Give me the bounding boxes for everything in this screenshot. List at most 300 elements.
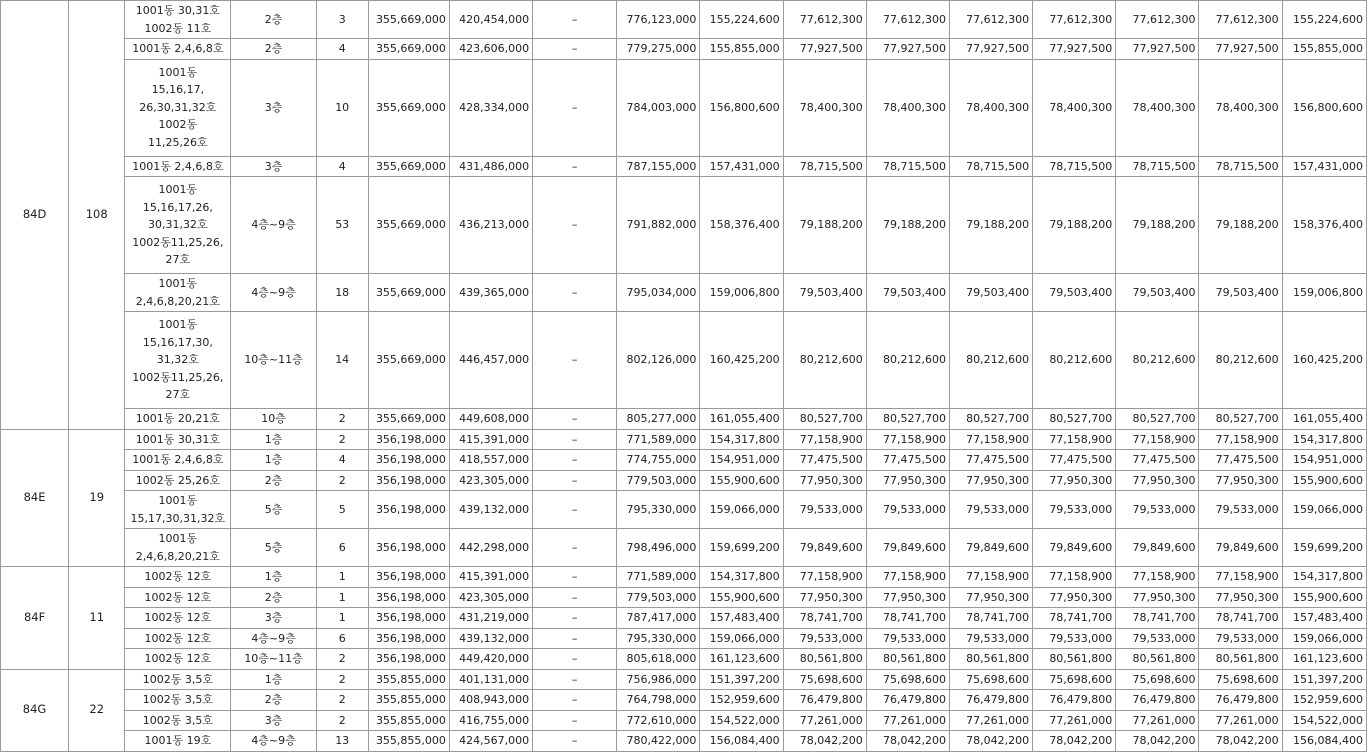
building-price-cell: 439,132,000 — [449, 491, 532, 529]
interim-payment-6-cell: 78,741,700 — [1199, 608, 1282, 629]
unit-count-cell: 2 — [316, 710, 368, 731]
building-price-cell: 449,420,000 — [449, 649, 532, 670]
land-price-cell: 355,855,000 — [368, 690, 449, 711]
floor-cell: 3층 — [231, 156, 316, 177]
balance-cell: 154,317,800 — [1282, 567, 1366, 588]
interim-payment-1-cell: 77,158,900 — [783, 429, 866, 450]
interim-payment-2-cell: 77,950,300 — [866, 587, 949, 608]
option-cell: – — [533, 177, 617, 274]
interim-payment-6-cell: 77,158,900 — [1199, 567, 1282, 588]
option-cell: – — [533, 731, 617, 752]
land-price-cell: 355,855,000 — [368, 710, 449, 731]
interim-payment-1-cell: 77,950,300 — [783, 587, 866, 608]
floor-cell: 3층 — [231, 710, 316, 731]
unit-location-line: 15,17,30,31,32호 — [130, 511, 226, 525]
unit-count-cell: 13 — [316, 731, 368, 752]
balance-cell: 152,959,600 — [1282, 690, 1366, 711]
unit-location-line: 1001동 30,31호 — [135, 432, 220, 446]
total-price-cell: 779,503,000 — [617, 470, 700, 491]
interim-payment-2-cell: 80,561,800 — [866, 649, 949, 670]
interim-payment-3-cell: 77,158,900 — [949, 567, 1032, 588]
interim-payment-3-cell: 79,533,000 — [949, 491, 1032, 529]
floor-cell: 10층~11층 — [231, 312, 316, 409]
total-price-cell: 772,610,000 — [617, 710, 700, 731]
interim-payment-5-cell: 79,533,000 — [1116, 491, 1199, 529]
total-price-cell: 774,755,000 — [617, 450, 700, 471]
building-price-cell: 423,305,000 — [449, 470, 532, 491]
unit-location-cell — [125, 450, 231, 471]
interim-payment-4-cell: 78,715,500 — [1033, 156, 1116, 177]
total-price-cell: 787,417,000 — [617, 608, 700, 629]
interim-payment-5-cell: 79,533,000 — [1116, 628, 1199, 649]
balance-cell: 155,855,000 — [1282, 39, 1366, 60]
interim-payment-1-cell: 78,042,200 — [783, 731, 866, 752]
option-cell: – — [533, 429, 617, 450]
unit-location-cell — [125, 177, 231, 274]
balance-cell: 159,066,000 — [1282, 628, 1366, 649]
deposit-cell: 154,317,800 — [700, 429, 783, 450]
land-price-cell: 355,669,000 — [368, 156, 449, 177]
deposit-cell: 155,900,600 — [700, 587, 783, 608]
interim-payment-5-cell: 79,188,200 — [1116, 177, 1199, 274]
housing-type-cell: 84D — [1, 1, 69, 430]
building-price-cell: 418,557,000 — [449, 450, 532, 471]
interim-payment-3-cell: 77,927,500 — [949, 39, 1032, 60]
interim-payment-3-cell: 78,042,200 — [949, 731, 1032, 752]
interim-payment-5-cell: 76,479,800 — [1116, 690, 1199, 711]
total-price-cell: 795,034,000 — [617, 274, 700, 312]
interim-payment-6-cell: 80,527,700 — [1199, 409, 1282, 430]
unit-location-line: 1002동 12호 — [144, 590, 212, 604]
balance-cell: 154,317,800 — [1282, 429, 1366, 450]
table-row — [1, 429, 1367, 450]
interim-payment-4-cell: 77,158,900 — [1033, 429, 1116, 450]
balance-cell: 161,055,400 — [1282, 409, 1366, 430]
unit-location-line: 1001동 — [158, 277, 198, 290]
interim-payment-4-cell: 80,212,600 — [1033, 312, 1116, 409]
total-price-cell: 771,589,000 — [617, 429, 700, 450]
building-price-cell: 401,131,000 — [449, 669, 532, 690]
building-price-cell: 428,334,000 — [449, 59, 532, 156]
type-total-count-cell: 11 — [69, 567, 125, 670]
unit-location-line: 1002동 12호 — [144, 652, 212, 665]
unit-location-cell — [125, 470, 231, 491]
interim-payment-4-cell: 80,561,800 — [1033, 649, 1116, 670]
unit-location-cell — [125, 669, 231, 690]
table-row — [1, 587, 1367, 608]
deposit-cell: 156,084,400 — [700, 731, 783, 752]
unit-location-line: 15,16,17,26, — [142, 200, 213, 214]
balance-cell: 156,800,600 — [1282, 59, 1366, 156]
interim-payment-2-cell: 77,158,900 — [866, 429, 949, 450]
unit-count-cell: 2 — [316, 690, 368, 711]
floor-cell: 4층~9층 — [231, 177, 316, 274]
type-total-count-cell: 108 — [69, 1, 125, 430]
building-price-cell: 446,457,000 — [449, 312, 532, 409]
deposit-cell: 159,066,000 — [700, 628, 783, 649]
interim-payment-6-cell: 78,715,500 — [1199, 156, 1282, 177]
option-cell: – — [533, 156, 617, 177]
interim-payment-3-cell: 75,698,600 — [949, 669, 1032, 690]
interim-payment-5-cell: 78,400,300 — [1116, 59, 1199, 156]
interim-payment-3-cell: 80,561,800 — [949, 649, 1032, 670]
land-price-cell: 355,855,000 — [368, 731, 449, 752]
unit-location-line: 1002동 12호 — [144, 611, 212, 624]
interim-payment-6-cell: 79,188,200 — [1199, 177, 1282, 274]
interim-payment-6-cell: 77,927,500 — [1199, 39, 1282, 60]
total-price-cell: 795,330,000 — [617, 628, 700, 649]
unit-location-line: 1001동 — [158, 183, 198, 197]
interim-payment-6-cell: 80,561,800 — [1199, 649, 1282, 670]
interim-payment-1-cell: 77,261,000 — [783, 710, 866, 731]
balance-cell: 161,123,600 — [1282, 649, 1366, 670]
interim-payment-2-cell: 79,533,000 — [866, 628, 949, 649]
table-row — [1, 628, 1367, 649]
building-price-cell: 431,219,000 — [449, 608, 532, 629]
interim-payment-4-cell: 79,503,400 — [1033, 274, 1116, 312]
interim-payment-6-cell: 80,212,600 — [1199, 312, 1282, 409]
interim-payment-6-cell: 75,698,600 — [1199, 669, 1282, 690]
land-price-cell: 356,198,000 — [368, 429, 449, 450]
deposit-cell: 160,425,200 — [700, 312, 783, 409]
interim-payment-3-cell: 80,212,600 — [949, 312, 1032, 409]
interim-payment-3-cell: 78,715,500 — [949, 156, 1032, 177]
interim-payment-5-cell: 77,158,900 — [1116, 567, 1199, 588]
unit-location-cell — [125, 567, 231, 588]
balance-cell: 156,084,400 — [1282, 731, 1366, 752]
unit-count-cell: 1 — [316, 567, 368, 588]
type-total-count-cell: 22 — [69, 669, 125, 751]
deposit-cell: 152,959,600 — [700, 690, 783, 711]
interim-payment-2-cell: 77,950,300 — [866, 470, 949, 491]
interim-payment-2-cell: 78,400,300 — [866, 59, 949, 156]
floor-cell: 10층~11층 — [231, 649, 316, 670]
unit-location-line: 1001동 19호 — [144, 734, 212, 747]
unit-location-cell — [125, 274, 231, 312]
land-price-cell: 355,855,000 — [368, 669, 449, 690]
interim-payment-1-cell: 79,533,000 — [783, 628, 866, 649]
deposit-cell: 157,483,400 — [700, 608, 783, 629]
interim-payment-5-cell: 78,715,500 — [1116, 156, 1199, 177]
unit-location-line: 1002동 3,5호 — [142, 713, 213, 727]
interim-payment-3-cell: 79,503,400 — [949, 274, 1032, 312]
balance-cell: 160,425,200 — [1282, 312, 1366, 409]
table-row — [1, 177, 1367, 274]
interim-payment-4-cell: 78,400,300 — [1033, 59, 1116, 156]
interim-payment-2-cell: 77,927,500 — [866, 39, 949, 60]
option-cell: – — [533, 491, 617, 529]
unit-count-cell: 53 — [316, 177, 368, 274]
unit-location-line: 1002동 12호 — [144, 631, 212, 645]
deposit-cell: 155,900,600 — [700, 470, 783, 491]
interim-payment-3-cell: 79,533,000 — [949, 628, 1032, 649]
balance-cell: 155,900,600 — [1282, 470, 1366, 491]
balance-cell: 159,006,800 — [1282, 274, 1366, 312]
interim-payment-3-cell: 78,741,700 — [949, 608, 1032, 629]
total-price-cell: 805,277,000 — [617, 409, 700, 430]
interim-payment-1-cell: 79,188,200 — [783, 177, 866, 274]
option-cell: – — [533, 628, 617, 649]
balance-cell: 151,397,200 — [1282, 669, 1366, 690]
unit-location-line: 1001동 2,4,6,8호 — [132, 453, 224, 466]
balance-cell: 155,900,600 — [1282, 587, 1366, 608]
option-cell: – — [533, 690, 617, 711]
building-price-cell: 416,755,000 — [449, 710, 532, 731]
table-row — [1, 608, 1367, 629]
unit-location-line: 1001동 30,31호 — [135, 4, 220, 17]
land-price-cell: 355,669,000 — [368, 274, 449, 312]
unit-location-cell — [125, 587, 231, 608]
interim-payment-2-cell: 78,715,500 — [866, 156, 949, 177]
deposit-cell: 159,006,800 — [700, 274, 783, 312]
unit-count-cell: 2 — [316, 669, 368, 690]
interim-payment-6-cell: 76,479,800 — [1199, 690, 1282, 711]
interim-payment-4-cell: 79,533,000 — [1033, 628, 1116, 649]
land-price-cell: 356,198,000 — [368, 649, 449, 670]
unit-location-cell — [125, 59, 231, 156]
table-row — [1, 312, 1367, 409]
interim-payment-3-cell: 77,950,300 — [949, 470, 1032, 491]
table-row — [1, 156, 1367, 177]
option-cell: – — [533, 450, 617, 471]
unit-location-line: 2,4,6,8,20,21호 — [135, 549, 220, 563]
unit-location-line: 31,32호 — [156, 353, 199, 367]
total-price-cell: 779,503,000 — [617, 587, 700, 608]
table-row — [1, 567, 1367, 588]
unit-location-line: 27호 — [165, 388, 191, 402]
interim-payment-4-cell: 77,261,000 — [1033, 710, 1116, 731]
interim-payment-2-cell: 77,612,300 — [866, 1, 949, 39]
table-row — [1, 649, 1367, 670]
unit-location-line: 1001동 — [158, 532, 198, 545]
unit-location-line: 1002동 3,5호 — [142, 693, 213, 706]
building-price-cell: 423,606,000 — [449, 39, 532, 60]
interim-payment-1-cell: 79,849,600 — [783, 529, 866, 567]
unit-location-cell — [125, 710, 231, 731]
interim-payment-3-cell: 77,261,000 — [949, 710, 1032, 731]
deposit-cell: 159,066,000 — [700, 491, 783, 529]
housing-type-cell: 84E — [1, 429, 69, 567]
table-row — [1, 409, 1367, 430]
unit-location-line: 1002동 25,26호 — [135, 473, 220, 487]
deposit-cell: 151,397,200 — [700, 669, 783, 690]
option-cell: – — [533, 409, 617, 430]
interim-payment-3-cell: 77,475,500 — [949, 450, 1032, 471]
floor-cell: 3층 — [231, 608, 316, 629]
table-row — [1, 731, 1367, 752]
table-row — [1, 690, 1367, 711]
interim-payment-4-cell: 77,950,300 — [1033, 587, 1116, 608]
unit-count-cell: 1 — [316, 608, 368, 629]
unit-count-cell: 6 — [316, 529, 368, 567]
balance-cell: 159,066,000 — [1282, 491, 1366, 529]
unit-location-line: 26,30,31,32호 — [139, 100, 217, 114]
unit-location-cell — [125, 409, 231, 430]
option-cell: – — [533, 1, 617, 39]
interim-payment-2-cell: 79,533,000 — [866, 491, 949, 529]
interim-payment-4-cell: 77,927,500 — [1033, 39, 1116, 60]
floor-cell: 1층 — [231, 429, 316, 450]
interim-payment-5-cell: 80,212,600 — [1116, 312, 1199, 409]
interim-payment-1-cell: 75,698,600 — [783, 669, 866, 690]
deposit-cell: 157,431,000 — [700, 156, 783, 177]
unit-count-cell: 3 — [316, 1, 368, 39]
table-row — [1, 450, 1367, 471]
unit-count-cell: 10 — [316, 59, 368, 156]
floor-cell: 1층 — [231, 669, 316, 690]
deposit-cell: 156,800,600 — [700, 59, 783, 156]
unit-location-line: 27호 — [165, 253, 191, 267]
total-price-cell: 802,126,000 — [617, 312, 700, 409]
deposit-cell: 161,055,400 — [700, 409, 783, 430]
table-body — [1, 1, 1367, 752]
land-price-cell: 355,669,000 — [368, 312, 449, 409]
land-price-cell: 355,669,000 — [368, 59, 449, 156]
deposit-cell: 159,699,200 — [700, 529, 783, 567]
interim-payment-6-cell: 78,400,300 — [1199, 59, 1282, 156]
unit-location-line: 1001동 — [158, 65, 198, 79]
unit-location-line: 15,16,17,30, — [142, 335, 213, 349]
unit-count-cell: 1 — [316, 587, 368, 608]
interim-payment-6-cell: 79,503,400 — [1199, 274, 1282, 312]
interim-payment-5-cell: 75,698,600 — [1116, 669, 1199, 690]
unit-location-cell — [125, 529, 231, 567]
option-cell: – — [533, 470, 617, 491]
unit-count-cell: 18 — [316, 274, 368, 312]
interim-payment-3-cell: 77,158,900 — [949, 429, 1032, 450]
floor-cell: 4층~9층 — [231, 274, 316, 312]
unit-location-line: 1002동 3,5호 — [142, 672, 213, 686]
land-price-cell: 356,198,000 — [368, 628, 449, 649]
building-price-cell: 420,454,000 — [449, 1, 532, 39]
building-price-cell: 449,608,000 — [449, 409, 532, 430]
interim-payment-5-cell: 79,849,600 — [1116, 529, 1199, 567]
interim-payment-1-cell: 77,475,500 — [783, 450, 866, 471]
interim-payment-4-cell: 77,950,300 — [1033, 470, 1116, 491]
interim-payment-6-cell: 77,475,500 — [1199, 450, 1282, 471]
interim-payment-2-cell: 76,479,800 — [866, 690, 949, 711]
unit-location-line: 2,4,6,8,20,21호 — [135, 294, 220, 308]
option-cell: – — [533, 39, 617, 60]
total-price-cell: 798,496,000 — [617, 529, 700, 567]
type-total-count-cell: 19 — [69, 429, 125, 567]
total-price-cell: 791,882,000 — [617, 177, 700, 274]
building-price-cell: 415,391,000 — [449, 429, 532, 450]
interim-payment-2-cell: 79,188,200 — [866, 177, 949, 274]
floor-cell: 10층 — [231, 409, 316, 430]
table-row — [1, 59, 1367, 156]
balance-cell: 154,951,000 — [1282, 450, 1366, 471]
building-price-cell: 408,943,000 — [449, 690, 532, 711]
unit-location-cell — [125, 491, 231, 529]
building-price-cell: 423,305,000 — [449, 587, 532, 608]
interim-payment-6-cell: 77,261,000 — [1199, 710, 1282, 731]
interim-payment-1-cell: 78,400,300 — [783, 59, 866, 156]
interim-payment-3-cell: 76,479,800 — [949, 690, 1032, 711]
table-row — [1, 1, 1367, 39]
unit-location-line: 1002동11,25,26, — [132, 370, 224, 384]
interim-payment-6-cell: 77,158,900 — [1199, 429, 1282, 450]
interim-payment-5-cell: 77,475,500 — [1116, 450, 1199, 471]
unit-count-cell: 2 — [316, 649, 368, 670]
interim-payment-3-cell: 79,849,600 — [949, 529, 1032, 567]
option-cell: – — [533, 649, 617, 670]
unit-count-cell: 4 — [316, 156, 368, 177]
building-price-cell: 442,298,000 — [449, 529, 532, 567]
floor-cell: 4층~9층 — [231, 731, 316, 752]
total-price-cell: 780,422,000 — [617, 731, 700, 752]
unit-count-cell: 14 — [316, 312, 368, 409]
unit-location-line: 1001동 2,4,6,8호 — [132, 159, 224, 173]
unit-location-cell — [125, 312, 231, 409]
interim-payment-4-cell: 76,479,800 — [1033, 690, 1116, 711]
interim-payment-4-cell: 80,527,700 — [1033, 409, 1116, 430]
unit-location-cell — [125, 1, 231, 39]
total-price-cell: 795,330,000 — [617, 491, 700, 529]
unit-count-cell: 4 — [316, 450, 368, 471]
total-price-cell: 787,155,000 — [617, 156, 700, 177]
interim-payment-1-cell: 77,158,900 — [783, 567, 866, 588]
land-price-cell: 356,198,000 — [368, 470, 449, 491]
option-cell: – — [533, 312, 617, 409]
land-price-cell: 355,669,000 — [368, 409, 449, 430]
interim-payment-6-cell: 77,612,300 — [1199, 1, 1282, 39]
interim-payment-4-cell: 78,042,200 — [1033, 731, 1116, 752]
building-price-cell: 431,486,000 — [449, 156, 532, 177]
unit-count-cell: 5 — [316, 491, 368, 529]
interim-payment-5-cell: 77,261,000 — [1116, 710, 1199, 731]
interim-payment-2-cell: 78,042,200 — [866, 731, 949, 752]
interim-payment-6-cell: 77,950,300 — [1199, 470, 1282, 491]
interim-payment-1-cell: 77,950,300 — [783, 470, 866, 491]
interim-payment-6-cell: 77,950,300 — [1199, 587, 1282, 608]
interim-payment-4-cell: 78,741,700 — [1033, 608, 1116, 629]
option-cell: – — [533, 274, 617, 312]
deposit-cell: 154,522,000 — [700, 710, 783, 731]
land-price-cell: 355,669,000 — [368, 177, 449, 274]
floor-cell: 5층 — [231, 529, 316, 567]
option-cell: – — [533, 710, 617, 731]
balance-cell: 157,431,000 — [1282, 156, 1366, 177]
unit-location-line: 1002동 11호 — [144, 21, 212, 35]
land-price-cell: 356,198,000 — [368, 491, 449, 529]
interim-payment-2-cell: 80,212,600 — [866, 312, 949, 409]
interim-payment-4-cell: 77,158,900 — [1033, 567, 1116, 588]
total-price-cell: 756,986,000 — [617, 669, 700, 690]
floor-cell: 2층 — [231, 587, 316, 608]
interim-payment-2-cell: 77,261,000 — [866, 710, 949, 731]
interim-payment-5-cell: 77,950,300 — [1116, 470, 1199, 491]
interim-payment-1-cell: 78,715,500 — [783, 156, 866, 177]
building-price-cell: 439,132,000 — [449, 628, 532, 649]
interim-payment-4-cell: 79,849,600 — [1033, 529, 1116, 567]
total-price-cell: 771,589,000 — [617, 567, 700, 588]
option-cell: – — [533, 608, 617, 629]
unit-location-line: 1001동 — [158, 494, 198, 507]
balance-cell: 154,522,000 — [1282, 710, 1366, 731]
unit-location-cell — [125, 39, 231, 60]
interim-payment-1-cell: 77,612,300 — [783, 1, 866, 39]
unit-location-line: 11,25,26호 — [148, 135, 208, 149]
option-cell: – — [533, 529, 617, 567]
interim-payment-6-cell: 79,533,000 — [1199, 628, 1282, 649]
interim-payment-4-cell: 79,533,000 — [1033, 491, 1116, 529]
housing-type-cell: 84G — [1, 669, 69, 751]
floor-cell: 3층 — [231, 59, 316, 156]
interim-payment-5-cell: 77,158,900 — [1116, 429, 1199, 450]
unit-location-cell — [125, 649, 231, 670]
land-price-cell: 356,198,000 — [368, 529, 449, 567]
